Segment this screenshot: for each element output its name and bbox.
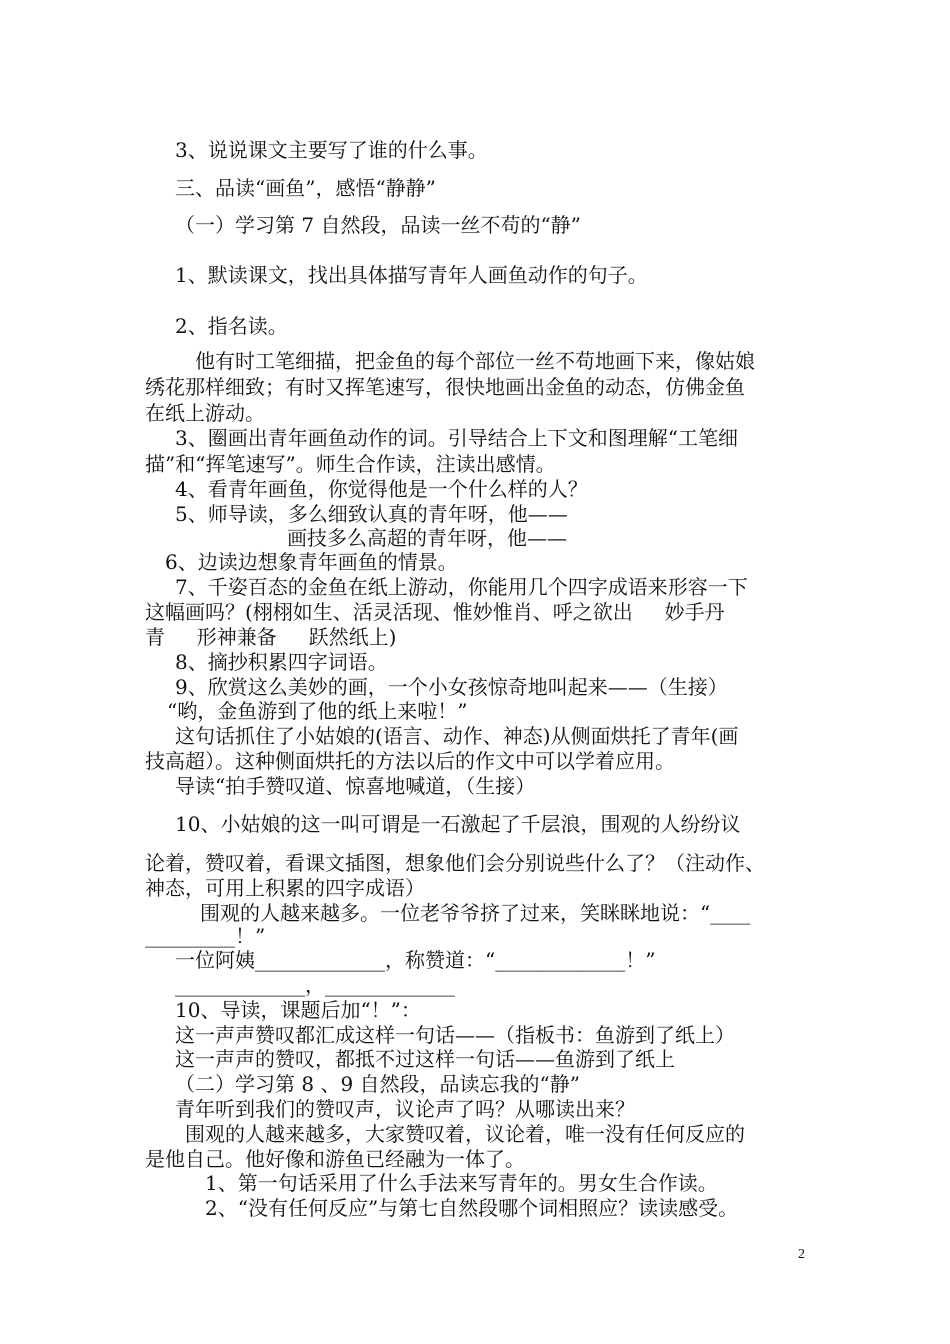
text-line: 这幅画吗？(栩栩如生、活灵活现、惟妙惟肖、呼之欲出 妙手丹 xyxy=(145,600,725,624)
text-line: 这一声声的赞叹，都抵不过这样一句话——鱼游到了纸上 xyxy=(175,1047,675,1071)
text-line: 9、欣赏这么美妙的画，一个小女孩惊奇地叫起来——（生接） xyxy=(175,675,728,699)
fill-in-line: 围观的人越来越多。一位老爷爷挤了过来，笑眯眯地说：“____ xyxy=(200,901,751,925)
text-line: 3、圈画出青年画鱼动作的词。引导结合上下文和图理解“工笔细 xyxy=(175,426,738,450)
text-line: 2、“没有任何反应”与第七自然段哪个词相照应？读读感受。 xyxy=(205,1196,739,1220)
text-line: 论着，赞叹着，看课文插图，想象他们会分别说些什么了？（注动作、 xyxy=(145,851,765,875)
text-line: 2、指名读。 xyxy=(175,314,288,338)
text-line: 1、默读课文，找出具体描写青年人画鱼动作的句子。 xyxy=(175,263,648,287)
text-line: “哟，金鱼游到了他的纸上来啦！” xyxy=(167,699,468,723)
text-line: 6、边读边想象青年画鱼的情景。 xyxy=(165,550,458,574)
page-number: 2 xyxy=(798,1247,805,1262)
subsection-heading: （一）学习第 7 自然段，品读一丝不苟的“静” xyxy=(175,213,581,237)
text-line: 技高超）。这种侧面烘托的方法以后的作文中可以学着应用。 xyxy=(145,749,675,773)
section-heading: 三、品读“画鱼”，感悟“静静” xyxy=(175,176,436,200)
text-line: 1、第一句话采用了什么手法来写青年的。男女生合作读。 xyxy=(205,1171,718,1195)
text-line: 画技多么高超的青年呀，他—— xyxy=(287,526,567,550)
text-line: 导读“拍手赞叹道、惊喜地喊道，（生接） xyxy=(175,774,536,798)
text-line: 3、说说课文主要写了谁的什么事。 xyxy=(175,138,488,162)
fill-in-line: _________！” xyxy=(145,924,266,948)
text-line: 这一声声赞叹都汇成这样一句话——（指板书：鱼游到了纸上） xyxy=(175,1023,735,1047)
text-line: 这句话抓住了小姑娘的(语言、动作、神态)从侧面烘托了青年(画 xyxy=(175,724,739,748)
fill-in-line: 一位阿姨_____________，称赞道：“_____________！” xyxy=(175,948,656,972)
text-line: 神态，可用上积累的四字成语） xyxy=(145,876,425,900)
quoted-passage-line: 他有时工笔细描，把金鱼的每个部位一丝不苟地画下来，像姑娘 xyxy=(195,349,755,373)
text-line: 描”和“挥笔速写”。师生合作读，注读出感情。 xyxy=(145,452,556,476)
text-line: 是他自己。他好像和游鱼已经融为一体了。 xyxy=(145,1147,525,1171)
text-line: 青 形神兼备 跃然纸上) xyxy=(145,625,397,649)
text-line: 10、小姑娘的这一叫可谓是一石激起了千层浪，围观的人纷纷议 xyxy=(175,812,741,836)
text-line: 7、千姿百态的金鱼在纸上游动，你能用几个四字成语来形容一下 xyxy=(175,575,748,599)
quoted-passage-line: 在纸上游动。 xyxy=(145,401,265,425)
subsection-heading: （二）学习第 8 、9 自然段，品读忘我的“静” xyxy=(175,1072,580,1096)
quoted-passage-line: 绣花那样细致；有时又挥笔速写，很快地画出金鱼的动态，仿佛金鱼 xyxy=(145,375,745,399)
text-line: 围观的人越来越多，大家赞叹着，议论着，唯一没有任何反应的 xyxy=(185,1122,745,1146)
fill-in-line: _____________，_____________ xyxy=(175,973,455,997)
text-line: 10、导读，课题后加“！”： xyxy=(175,998,421,1022)
text-line: 4、看青年画鱼，你觉得他是一个什么样的人？ xyxy=(175,477,588,501)
text-line: 8、摘抄积累四字词语。 xyxy=(175,650,388,674)
text-line: 青年听到我们的赞叹声，议论声了吗？从哪读出来？ xyxy=(175,1097,635,1121)
text-line: 5、师导读，多么细致认真的青年呀，他—— xyxy=(175,502,568,526)
